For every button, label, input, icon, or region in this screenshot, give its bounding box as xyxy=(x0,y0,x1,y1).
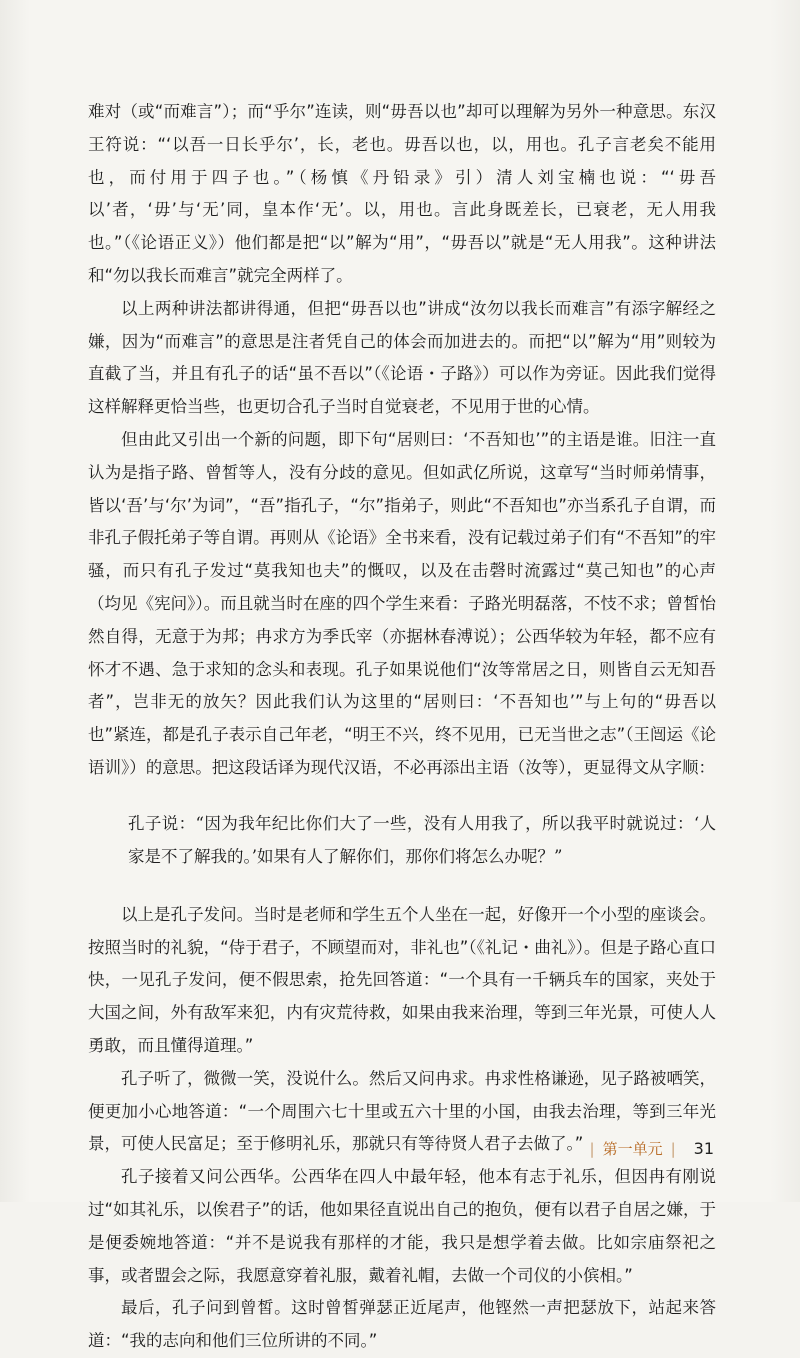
footer-divider: | xyxy=(670,1140,676,1158)
paragraph: 最后，孔子问到曾皙。这时曾皙弹瑟正近尾声，他铿然一声把瑟放下，站起来答道：“我的志向和他们三位所讲的不同。” xyxy=(88,1298,716,1351)
paragraph: 但由此又引出一个新的问题，即下句“居则曰：‘不吾知也’”的主语是谁。旧注一直认为是指子路、曾皙等人，没有分歧的意见。但如武亿所说，这章写“当时师弟情事，皆以‘吾’与‘尔’为词”，“吾”指孔子，“尔”指弟子，则此“不吾知也”亦当系孔子自谓，而非孔子假托弟子等自谓。再则从《论语》全书来看，没有记载过弟子们有“不吾知”的牢骚，而只有孔子发过“莫我知也夫”的慨叹，以及在击磬时流露过“莫己知也”的心声（均见《宪问》）。而且就当时在座的四个学生来看：子路光明磊落，不忮不求；曾皙怡然自得，无意于为邦；冉求方为季氏宰（亦据林春溥说）；公西华较为年轻，都不应有怀才不遇、急于求知的念头和表现。孔子如果说他们“汝等常居之日，则皆自云无知吾者”，岂非无的放矢？因此我们认为这里的“居则曰：‘不吾知也’”与上句的“毋吾以也”紧连，都是孔子表示自己年老，“明王不兴，终不见用，已无当世之志”（王闿运《论语训》）的意思。把这段话译为现代汉语，不必再添出主语（汝等），更显得文从字顺： xyxy=(88,429,716,777)
page-number: 31 xyxy=(693,1139,714,1158)
paragraph: 孔子听了，微微一笑，没说什么。然后又问冉求。冉求性格谦逊，见子路被哂笑，便更加小心地答道：“一个周围六七十里或五六十里的小国，由我去治理，等到三年光景，可使人民富足；至于修明礼乐，那就只有等待贤人君子去做了。” xyxy=(88,1068,716,1154)
paragraph: 以上是孔子发问。当时是老师和学生五个人坐在一起，好像开一个小型的座谈会。按照当时的礼貌，“侍于君子，不顾望而对，非礼也”（《礼记・曲礼》）。但是子路心直口快，一见孔子发问，便不假思索，抢先回答道：“一个具有一千辆兵车的国家，夹处于大国之间，外有敌军来犯，内有灾荒待救，如果由我来治理，等到三年光景，可使人人勇敢，而且懂得道理。” xyxy=(88,904,716,1055)
paragraph: 孔子接着又问公西华。公西华在四人中最年轻，他本有志于礼乐，但因冉有刚说过“如其礼乐，以俟君子”的话，他如果径直说出自己的抱负，便有以君子自居之嫌，于是便委婉地答道：“并不是说我有那样的才能，我只是想学着去做。比如宗庙祭祀之事，或者盟会之际，我愿意穿着礼服，戴着礼帽，去做一个司仪的小傧相。” xyxy=(88,1167,716,1285)
footer-divider: | xyxy=(589,1140,595,1158)
body-text xyxy=(88,96,716,1358)
page-footer xyxy=(582,1138,715,1159)
unit-label: 第一单元 xyxy=(602,1140,663,1158)
paragraph: 以上两种讲法都讲得通，但把“毋吾以也”讲成“汝勿以我长而难言”有添字解经之嫌，因为“而难言”的意思是注者凭自己的体会而加进去的。而把“以”解为“用”则较为直截了当，并且有孔子的话“虽不吾以”（《论语・子路》）可以作为旁证。因此我们觉得这样解释更恰当些，也更切合孔子当时自觉衰老，不见用于世的心情。 xyxy=(88,298,716,417)
translation-quote: 孔子说：“因为我年纪比你们大了一些，没有人用我了，所以我平时就说过：‘人家是不了解我的。’如果有人了解你们，那你们将怎么办呢？” xyxy=(128,813,716,866)
paragraph-continuation: 难对（或“而难言”）；而“乎尔”连读，则“毋吾以也”却可以理解为另外一种意思。东汉王符说：“‘以吾一日长乎尔’，长，老也。毋吾以也，以，用也。孔子言老矣不能用也，而付用于四子也。”（杨慎《丹铅录》引）清人刘宝楠也说：“‘毋吾以’者，‘毋’与‘无’同，皇本作‘无’。以，用也。言此身既差长，已衰老，无人用我也。”（《论语正义》）他们都是把“以”解为“用”，“毋吾以”就是“无人用我”。这种讲法和“勿以我长而难言”就完全两样了。 xyxy=(88,102,716,285)
